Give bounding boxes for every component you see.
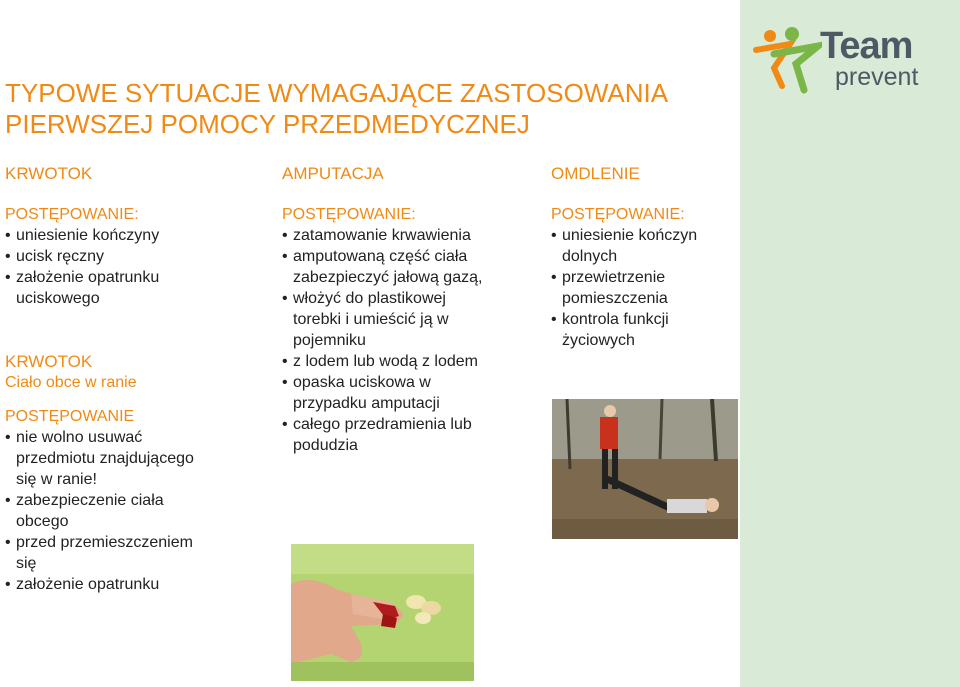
procedure-label: POSTĘPOWANIE	[5, 408, 135, 425]
list-item: • włożyć do plastikowej torebki i umieścić ją w pojemniku	[282, 288, 478, 351]
list-item: • nie wolno usuwać przedmiotu znajdującego się w ranie!	[5, 427, 216, 490]
heading-krwotok-foreign-body: KRWOTOK	[5, 352, 93, 371]
procedure-label: POSTĘPOWANIE:	[5, 206, 139, 223]
column-omdlenie	[551, 163, 731, 351]
heading-omdlenie: OMDLENIE	[551, 164, 640, 183]
logo-figures-icon	[752, 24, 822, 96]
logo-word-prevent: prevent	[835, 63, 919, 91]
list-item: • zabezpieczenie ciała obcego	[5, 490, 186, 532]
list-item: • zatamowanie krwawienia	[282, 225, 512, 246]
hand-illustration	[291, 544, 474, 681]
photo-fainting-leg-elevation	[552, 399, 738, 539]
logo-word-team: Team	[820, 25, 913, 67]
page-title	[5, 78, 735, 140]
team-prevent-logo	[752, 24, 952, 96]
heading-krwotok: KRWOTOK	[5, 164, 93, 183]
procedure-label: POSTĘPOWANIE:	[282, 206, 416, 223]
list-item: • przewietrzenie pomieszczenia	[551, 267, 712, 309]
heading-amputacja: AMPUTACJA	[282, 164, 384, 183]
list-item: • uniesienie kończyny	[5, 225, 237, 246]
list-item: • przed przemieszczeniem się	[5, 532, 216, 574]
photo-amputated-fingers	[291, 544, 474, 681]
procedure-list	[282, 225, 512, 456]
list-item: • całego przedramienia lub podudzia	[282, 414, 508, 456]
subheading-foreign-body: Ciało obce w ranie	[5, 374, 137, 391]
procedure-list	[551, 225, 731, 351]
procedure-list	[5, 225, 237, 309]
list-item: • uniesienie kończyn dolnych	[551, 225, 727, 267]
procedure-label: POSTĘPOWANIE:	[551, 206, 685, 223]
right-sidebar-band	[740, 0, 960, 687]
list-item: • ucisk ręczny	[5, 246, 237, 267]
title-line-2: PIERWSZEJ POMOCY PRZEDMEDYCZNEJ	[5, 109, 530, 139]
list-item: • amputowaną część ciała zabezpieczyć jałową gazą,	[282, 246, 493, 288]
title-line-1: TYPOWE SYTUACJE WYMAGAJĄCE ZASTOSOWANIA	[5, 78, 669, 108]
column-krwotok	[5, 163, 237, 595]
list-item: • założenie opatrunku	[5, 574, 237, 595]
column-amputacja	[282, 163, 512, 456]
list-item: • założenie opatrunku uciskowego	[5, 267, 176, 309]
cyclist-illustration	[552, 399, 738, 539]
procedure-list	[5, 427, 237, 595]
list-item: • opaska uciskowa w przypadku amputacji	[282, 372, 468, 414]
list-item: • kontrola funkcji życiowych	[551, 309, 712, 351]
list-item: • z lodem lub wodą z lodem	[282, 351, 512, 372]
